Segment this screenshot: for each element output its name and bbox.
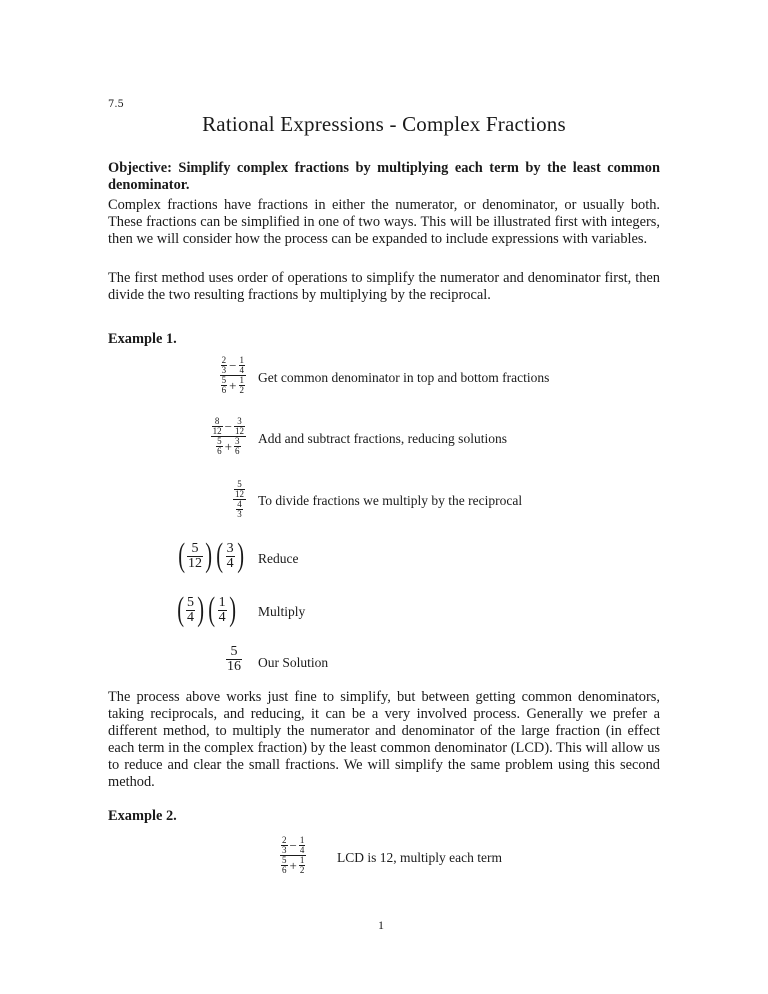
left-paren-icon: (: [216, 537, 224, 574]
example-1-step-1-expression: [220, 356, 246, 395]
example-1-step-4-expression: ( $\frac{5}{12}$ ) ( $\frac{3}{4}$ ): [177, 537, 244, 574]
example-2-step-1-note: LCD is 12, multiply each term: [337, 850, 502, 865]
example-1-step-3-expression: [233, 480, 246, 519]
example-1-step-5-note: Multiply: [258, 604, 306, 619]
objective: Objective: Simplify complex fractions by multiplying each term by the least common denominator.: [108, 160, 660, 193]
complex-fraction: $\frac{8}{12}$ − $\frac{3}{12}$ $\frac{5}{6}$ + $\frac{3}{6}$: [212, 416, 244, 456]
right-paren-icon: ): [205, 537, 213, 574]
example-1-step-6-note: Our Solution: [258, 655, 329, 670]
method-two-paragraph: The process above works just fine to simplify, but between getting common denominators, taking reciprocals, and reducing, it can be a very involved process. Generally we prefer a different method, to multiply the numerator and denominator of the large fraction (in effect each term in the complex fraction) by the least common denominator (LCD). This will allow us to reduce and clear the small fractions. We will simplify the same problem using this second method.: [108, 689, 660, 790]
example-1-step-1-note: Get common denominator in top and bottom fractions: [258, 370, 550, 385]
example-1-step-2-note: Add and subtract fractions, reducing solutions: [258, 431, 507, 446]
left-paren-icon: (: [208, 591, 216, 628]
example-1-step-6-expression: $\frac{5}{16}$: [227, 644, 241, 674]
right-paren-icon: ): [197, 591, 205, 628]
left-paren-icon: (: [177, 537, 185, 574]
method-one-paragraph: The first method uses order of operations to simplify the numerator and denominator first, then divide the two resulting fractions by multiplying by the reciprocal.: [108, 270, 660, 303]
page-number: 1: [378, 918, 384, 932]
example-2-label: Example 2.: [108, 808, 177, 824]
complex-fraction: $\frac{2}{3}$ − $\frac{1}{4}$ $\frac{5}{6}$ + $\frac{1}{2}$: [282, 835, 305, 875]
example-1-step-4-note: Reduce: [258, 551, 299, 566]
example-1-step-3-note: To divide fractions we multiply by the reciprocal: [258, 493, 523, 508]
right-paren-icon: ): [228, 591, 236, 628]
example-2-step-1-expression: [280, 836, 306, 875]
example-1-step-5-expression: ( $\frac{5}{4}$ ) ( $\frac{1}{4}$ ): [176, 591, 236, 628]
complex-fraction: $\frac{\frac{5}{12}}{\frac{4}{3}}$: [235, 479, 244, 519]
right-paren-icon: ): [236, 537, 244, 574]
page-title: Rational Expressions - Complex Fractions: [202, 112, 566, 136]
section-number: 7.5: [108, 99, 124, 110]
example-1-step-2-expression: [211, 417, 246, 456]
intro-paragraph: Complex fractions have fractions in either the numerator, or denominator, or usually both. These fractions can be simplified in one of two ways. This will be illustrated first with integers, then we will consider how the process can be expanded to include expressions with variables.: [108, 197, 660, 247]
left-paren-icon: (: [176, 591, 184, 628]
example-1-label: Example 1.: [108, 331, 177, 347]
complex-fraction: $\frac{2}{3}$ − $\frac{1}{4}$ $\frac{5}{6}$ + $\frac{1}{2}$: [221, 355, 244, 395]
